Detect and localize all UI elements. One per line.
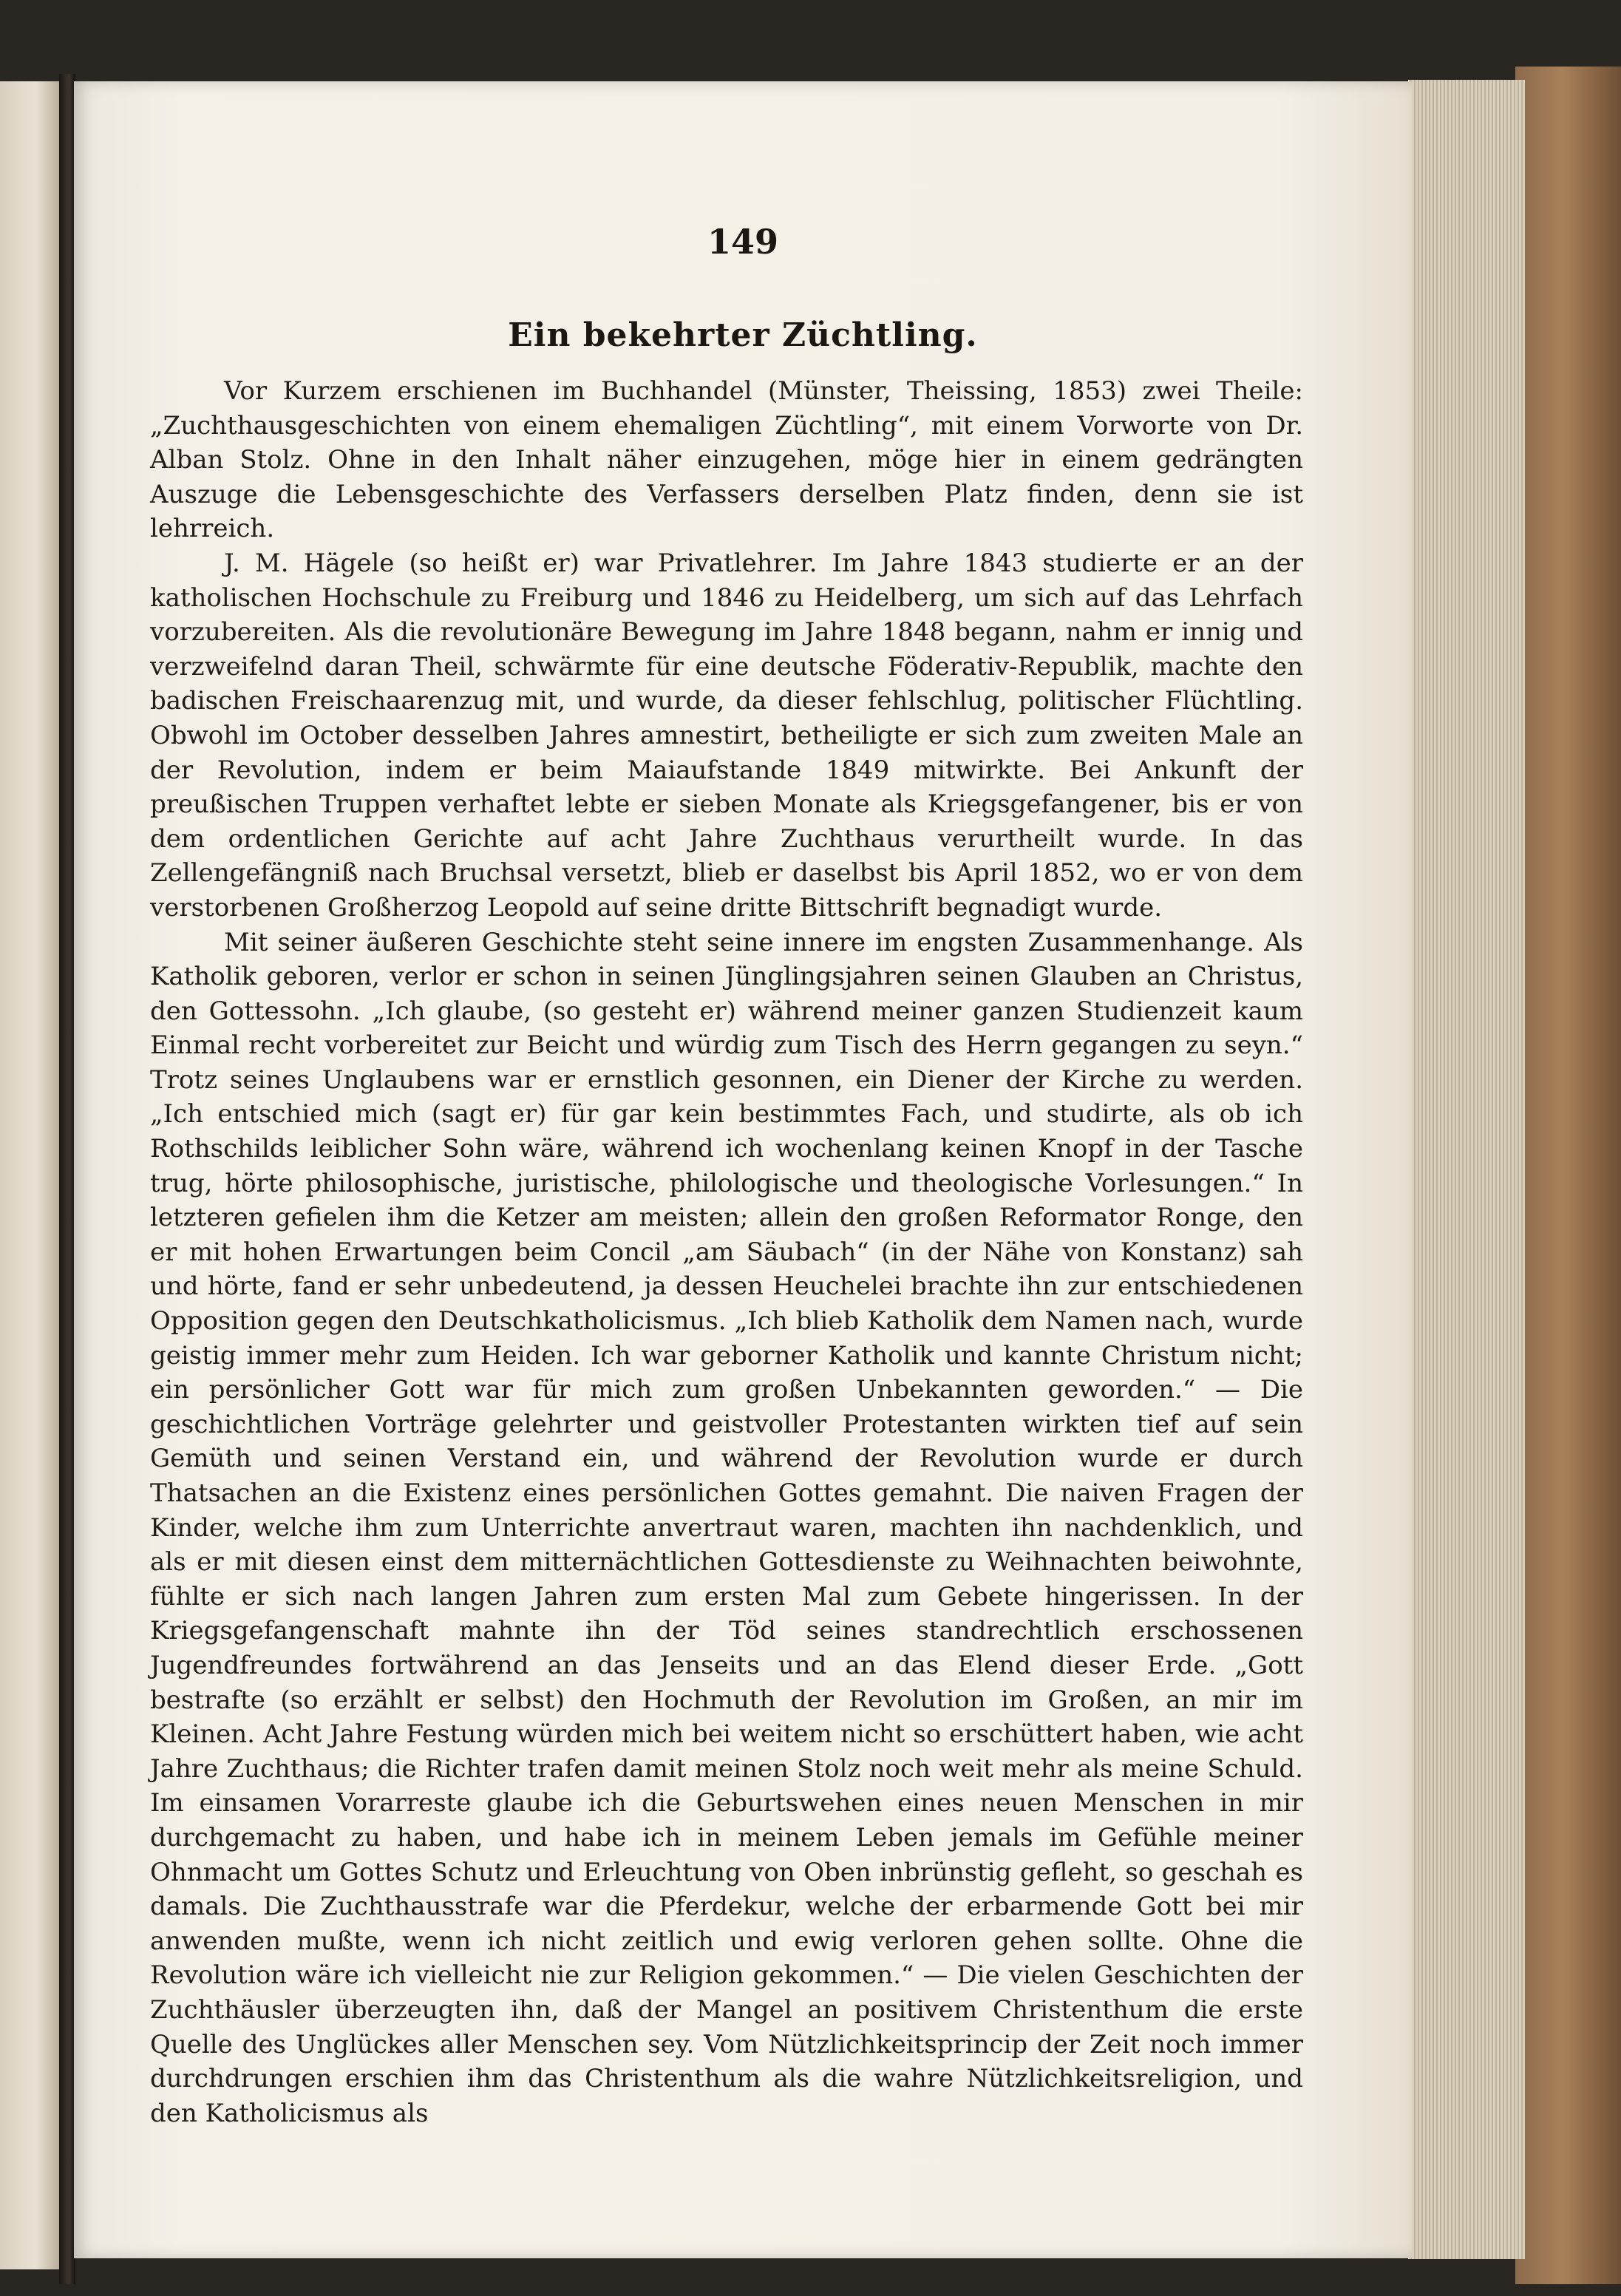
paragraph-conversion: Mit seiner äußeren Geschichte steht seine innere im engsten Zusammenhange. Als Katholik geboren, verlor er schon in seinen Jünglingsjahren seinen Glauben an Christus, den Gottessohn. „Ich glaube, (so gesteht er) während meiner ganzen Studienzeit kaum Einmal recht vorbereitet zur Beicht und würdig zum Tisch des Herrn gegangen zu seyn.“ Trotz seines Unglaubens war er ernstlich gesonnen, ein Diener der Kirche zu werden. „Ich entschied mich (sagt er) für gar kein bestimmtes Fach, und studirte, als ob ich Rothschilds leiblicher Sohn wäre, während ich wochenlang keinen Knopf in der Tasche trug, hörte philosophische, juristische, philologische und theologische Vorlesungen.“ In letzteren gefielen ihm die Ketzer am meisten; allein den großen Reformator Ronge, den er mit hohen Erwartungen beim Concil „am Säubach“ (in der Nähe von Konstanz) sah und hörte, fand er sehr unbedeutend, ja dessen Heuchelei brachte ihn zur entschiedenen Opposition gegen den Deutschkatholicismus. „Ich blieb Katholik dem Namen nach, wurde geistig immer mehr zum Heiden. Ich war geborner Katholik und kannte Christum nicht; ein persönlicher Gott war für mich zum großen Unbekannten geworden.“ — Die geschichtlichen Vorträge gelehrter und geistvoller Protestanten wirkten tief auf sein Gemüth und seinen Verstand ein, und während der Revolution wurde er durch Thatsachen an die Existenz eines persönlichen Gottes gemahnt. Die naiven Fragen der Kinder, welche ihm zum Unterrichte anvertraut waren, machten ihn nachdenklich, und als er mit diesen einst dem mitternächtlichen Gottesdienste zu Weihnachten beiwohnte, fühlte er sich nach langen Jahren zum ersten Mal zum Gebete hingerissen. In der Kriegsgefangenschaft mahnte ihn der Töd seines standrechtlich erschossenen Jugendfreundes fortwährend an das Jenseits und an das Elend dieser Erde. „Gott bestrafte (so erzählt er selbst) den Hochmuth der Revolution im Großen, an mir im Kleinen. Acht Jahre Festung würden mich bei weitem nicht so erschüttert haben, wie acht Jahre Zuchthaus; die Richter trafen damit meinen Stolz noch weit mehr als meine Schuld. Im einsamen Vorarreste glaube ich die Geburtswehen eines neuen Menschen in mir durchgemacht zu haben, und habe ich in meinem Leben jemals im Gefühle meiner Ohnmacht um Gottes Schutz und Erleuchtung von Oben inbrünstig gefleht, so geschah es damals. Die Zuchthausstrafe war die Pferdekur, welche der erbarmende Gott bei mir anwenden mußte, wenn ich nicht zeitlich und ewig verloren gehen sollte. Ohne die Revolution wäre ich vielleicht nie zur Religion gekommen.“ — Die vielen Geschichten der Zuchthäusler überzeugten ihn, daß der Mangel an positivem Christenthum die erste Quelle des Unglückes aller Menschen sey. Vom Nützlichkeitsprincip der Zeit noch immer durchdrungen erschien ihm das Christenthum als die wahre Nützlichkeitsreligion, und den Katholicismus als [150,927,1303,2128]
body-text [150,374,1303,2130]
book-page [74,81,1412,2258]
paragraph-intro: Vor Kurzem erschienen im Buchhandel (Münster, Theissing, 1853) zwei Theile: „Zuchthausgeschichten von einem ehemaligen Züchtling“, mit einem Vorworte von Dr. Alban Stolz. Ohne in den Inhalt näher einzugehen, möge hier in einem gedrängten Auszuge die Lebensgeschichte des Verfassers derselben Platz finden, denn sie ist lehrreich. [150,376,1303,544]
paragraph-biography: J. M. Hägele (so heißt er) war Privatlehrer. Im Jahre 1843 studierte er an der katholischen Hochschule zu Freiburg und 1846 zu Heidelberg, um sich auf das Lehrfach vorzubereiten. Als die revolutionäre Bewegung im Jahre 1848 begann, nahm er innig und verzweifelnd daran Theil, schwärmte für eine deutsche Föderativ-Republik, machte den badischen Freischaarenzug mit, und wurde, da dieser fehlschlug, politischer Flüchtling. Obwohl im October desselben Jahres amnestirt, betheiligte er sich zum zweiten Male an der Revolution, indem er beim Maiaufstande 1849 mitwirkte. Bei Ankunft der preußischen Truppen verhaftet lebte er sieben Monate als Kriegsgefangener, bis er von dem ordentlichen Gerichte auf acht Jahre Zuchthaus verurtheilt wurde. In das Zellengefängniß nach Bruchsal versetzt, blieb er daselbst bis April 1852, wo er von dem verstorbenen Großherzog Leopold auf seine dritte Bittschrift begnadigt wurde. [150,548,1303,923]
facing-page-edge [0,81,59,2269]
page-stack-edge [1408,80,1525,2259]
book-cover-edge [1515,67,1621,2284]
chapter-title: Ein bekehrter Züchtling. [508,316,978,354]
book-gutter [59,74,75,2284]
page-number: 149 [707,222,779,262]
